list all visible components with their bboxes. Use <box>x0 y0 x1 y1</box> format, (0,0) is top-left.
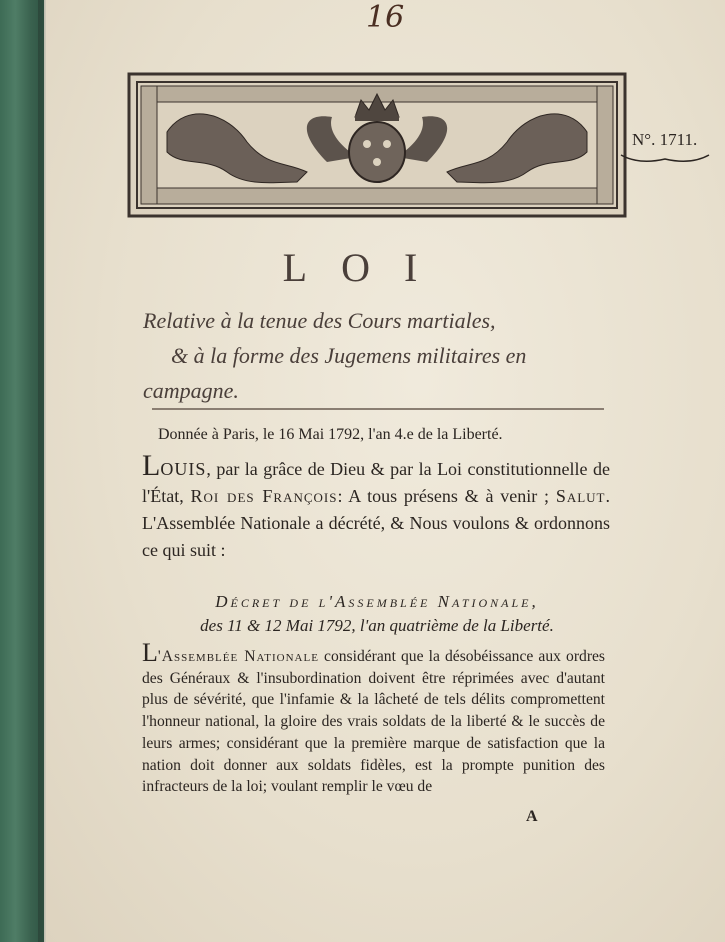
document-number: N°. 1711. <box>632 130 698 149</box>
drop-initial: L <box>142 449 161 482</box>
royal-preamble <box>142 449 610 564</box>
signature-mark: A <box>526 808 538 825</box>
subtitle-line-1: Relative à la tenue des Cours martiales, <box>143 308 496 333</box>
decree-body <box>142 638 605 798</box>
decree-text: considérant que la désobéissance aux ordres des Généraux & l'insubordination doivent être réprimées avec d'autant plus de sévérité, que l'infamie & la lâcheté de tels délits compromettent l'honneur national, la gloire des vrais soldats de la liberté & le succès de leurs armes; considérant que la première marque de satisfaction que la nation doit donner aux soldats fidèles, est la prompte punition des infracteurs de la loi; voulant remplir le vœu de <box>142 648 605 796</box>
dated-line: Donnée à Paris, le 16 Mai 1792, l'an 4.e de la Liberté. <box>158 426 503 443</box>
separator-rule <box>152 408 604 410</box>
drop-initial-2: L <box>142 638 158 667</box>
handwritten-note: 16 <box>366 0 405 35</box>
decree-lead: 'Assemblée Nationale <box>157 648 319 665</box>
royal-crest-banner <box>127 72 627 218</box>
preamble-text-2: : A tous présens & à venir ; <box>337 486 556 506</box>
roi-title: Roi des François <box>190 486 338 506</box>
decree-heading-line-1: Décret de l'Assemblée Nationale, <box>215 592 539 611</box>
decree-heading <box>142 590 612 638</box>
subtitle-line-2: & à la forme des Jugemens militaires en <box>171 343 527 368</box>
decree-heading-line-2: des 11 & 12 Mai 1792, l'an quatrième de la Liberté. <box>200 616 554 635</box>
preamble-text-3: . L'Assemblée Nationale a décrété, & Nous voulons & ordonnons ce qui suit : <box>142 486 610 560</box>
preamble-text-1: , par la grâce de Dieu & par la Loi constitutionnelle de l'État, <box>142 459 610 506</box>
number-flourish <box>619 151 711 167</box>
subtitle-line-3: campagne. <box>143 378 239 403</box>
preamble-lead: OUIS <box>160 459 207 479</box>
document-title: LOI <box>282 245 452 290</box>
salut-word: Salut <box>555 486 606 506</box>
document-subtitle <box>143 303 613 408</box>
